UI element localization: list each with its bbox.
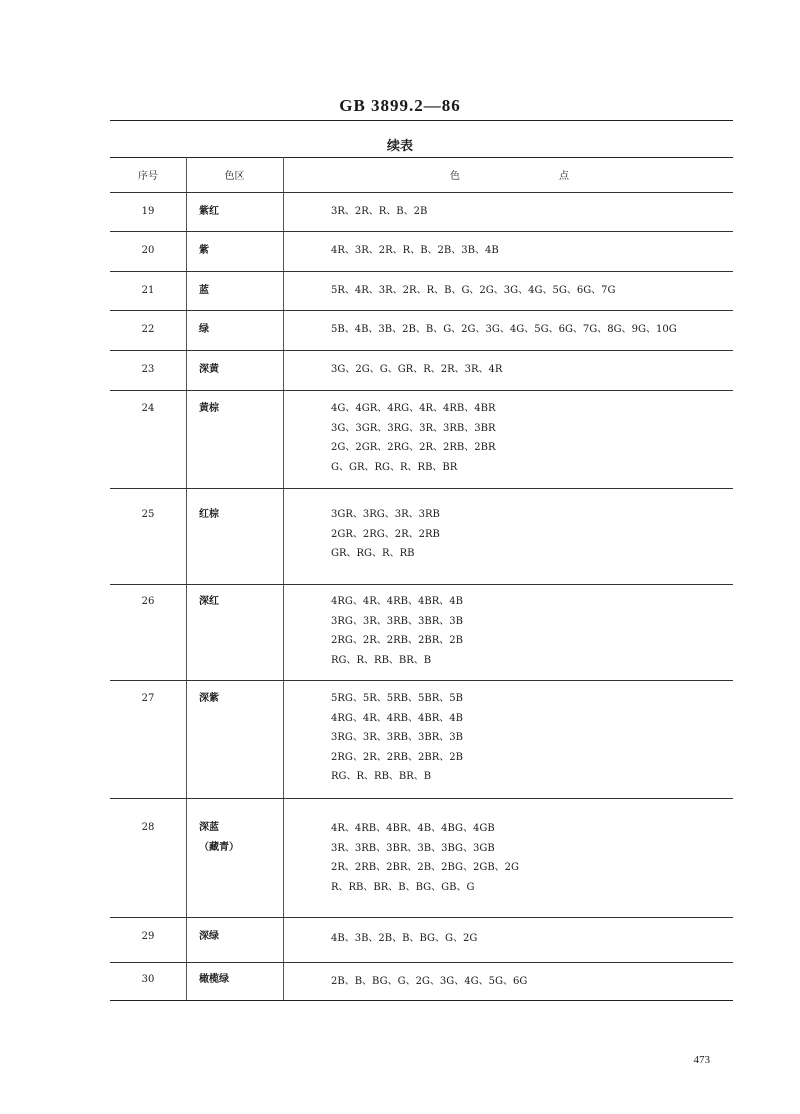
row-points: 5R、4R、3R、2R、R、B、G、2G、3G、4G、5G、6G、7G xyxy=(331,285,616,296)
row-zone: 深绿 xyxy=(199,931,219,942)
row-zone: 红棕 xyxy=(199,509,219,520)
column-header-zone: 色区 xyxy=(224,171,245,182)
points-line: 3G、3GR、3RG、3R、3RB、3BR xyxy=(331,422,496,434)
column-divider xyxy=(283,157,284,1000)
row-points xyxy=(331,399,721,477)
table-bottom-rule xyxy=(110,1000,733,1001)
points-line: 2GR、2RG、2R、2RB xyxy=(331,528,440,540)
row-points: 4B、3B、2B、B、BG、G、2G xyxy=(331,933,478,944)
points-line: RG、R、RB、BR、B xyxy=(331,771,432,782)
points-line: 3R、3RB、3BR、3B、3BG、3GB xyxy=(331,842,495,854)
row-points: 3R、2R、R、B、2B xyxy=(331,206,428,217)
row-points xyxy=(331,689,721,787)
column-header-points-1: 色 xyxy=(450,171,460,182)
header-bottom-rule xyxy=(110,192,733,193)
table-caption: 续表 xyxy=(386,139,413,154)
row-zone: 深红 xyxy=(199,596,219,607)
row-points xyxy=(331,819,721,897)
page-number: 473 xyxy=(693,1054,710,1066)
row-index: 25 xyxy=(141,509,155,520)
row-zone xyxy=(199,818,279,857)
row-index: 27 xyxy=(141,693,155,704)
row-divider xyxy=(110,488,733,489)
points-line: R、RB、BR、B、BG、GB、G xyxy=(331,881,475,893)
points-line: 3RG、3R、3RB、3BR、3B xyxy=(331,615,463,627)
row-divider xyxy=(110,798,733,799)
points-line: 5RG、5R、5RB、5BR、5B xyxy=(331,693,463,704)
row-index: 28 xyxy=(141,822,155,833)
points-line: 4G、4GR、4RG、4R、4RB、4BR xyxy=(331,403,496,414)
row-zone: 紫红 xyxy=(199,206,219,217)
row-points: 2B、B、BG、G、2G、3G、4G、5G、6G xyxy=(331,976,528,987)
header-rule xyxy=(110,120,733,121)
row-zone: 深黄 xyxy=(199,364,219,375)
points-line: 2RG、2R、2RB、2BR、2B xyxy=(331,635,463,646)
row-divider xyxy=(110,962,733,963)
row-zone: 深紫 xyxy=(199,693,219,704)
row-index: 19 xyxy=(141,206,155,217)
row-points xyxy=(331,592,721,670)
points-line: 2R、2RB、2BR、2B、2BG、2GB、2G xyxy=(331,862,520,873)
row-divider xyxy=(110,271,733,272)
row-zone: 橄榄绿 xyxy=(199,974,229,985)
points-line: 4RG、4R、4RB、4BR、4B xyxy=(331,712,463,724)
points-line: 4RG、4R、4RB、4BR、4B xyxy=(331,596,463,607)
column-header-index: 序号 xyxy=(138,171,158,182)
row-points: 3G、2G、G、GR、R、2R、3R、4R xyxy=(331,364,503,375)
row-points: 4R、3R、2R、R、B、2B、3B、4B xyxy=(331,245,499,256)
row-index: 22 xyxy=(141,324,155,335)
row-zone: 黄棕 xyxy=(199,403,219,414)
row-index: 29 xyxy=(141,931,155,942)
column-divider xyxy=(186,157,187,1000)
row-index: 24 xyxy=(141,403,155,414)
row-divider xyxy=(110,917,733,918)
row-divider xyxy=(110,680,733,681)
points-line: GR、RG、R、RB xyxy=(331,548,415,559)
points-line: 2G、2GR、2RG、2R、2RB、2BR xyxy=(331,442,496,453)
points-line: 3RG、3R、3RB、3BR、3B xyxy=(331,732,463,743)
row-divider xyxy=(110,310,733,311)
points-line: G、GR、RG、R、RB、BR xyxy=(331,461,458,473)
row-zone: 绿 xyxy=(199,324,209,335)
zone-name: 深蓝 xyxy=(199,822,219,833)
table-top-rule xyxy=(110,157,733,158)
row-points: 5B、4B、3B、2B、B、G、2G、3G、4G、5G、6G、7G、8G、9G、10G xyxy=(331,324,677,335)
row-index: 21 xyxy=(141,285,155,296)
row-zone: 紫 xyxy=(199,245,209,256)
row-divider xyxy=(110,390,733,391)
standard-code: GB 3899.2—86 xyxy=(339,96,461,115)
points-line: 4R、4RB、4BR、4B、4BG、4GB xyxy=(331,823,495,834)
row-divider xyxy=(110,231,733,232)
row-zone: 蓝 xyxy=(199,285,209,296)
row-divider xyxy=(110,350,733,351)
row-index: 23 xyxy=(141,364,155,375)
column-header-points-2: 点 xyxy=(559,171,569,182)
row-index: 30 xyxy=(141,974,155,985)
points-line: 3GR、3RG、3R、3RB xyxy=(331,509,440,520)
row-index: 26 xyxy=(141,596,155,607)
points-line: RG、R、RB、BR、B xyxy=(331,654,432,666)
row-divider xyxy=(110,584,733,585)
row-points xyxy=(331,505,721,564)
row-index: 20 xyxy=(141,245,155,256)
points-line: 2RG、2R、2RB、2BR、2B xyxy=(331,751,463,763)
zone-note: （藏青） xyxy=(199,841,239,853)
